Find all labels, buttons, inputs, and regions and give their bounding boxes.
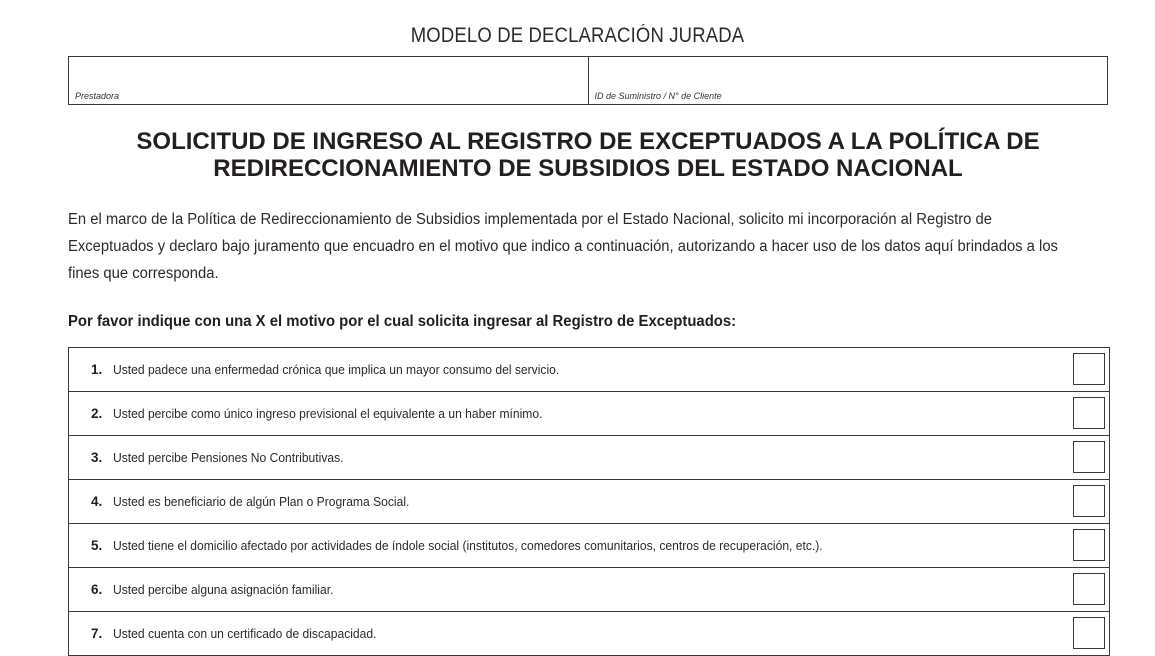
suministro-label: ID de Suministro / N° de Cliente xyxy=(594,91,722,101)
option-row xyxy=(69,612,1109,656)
option-text: Usted es beneficiario de algún Plan o Programa Social. xyxy=(113,494,410,509)
option-text: Usted cuenta con un certificado de discapacidad. xyxy=(113,626,377,641)
option-text: Usted percibe alguna asignación familiar. xyxy=(113,582,334,597)
document-title xyxy=(68,128,1108,182)
option-number: 6. xyxy=(91,582,103,597)
option-text: Usted tiene el domicilio afectado por actividades de índole social (institutos, comedores comunitarios, centros de recuperación, etc.). xyxy=(113,538,823,553)
option-checkbox[interactable] xyxy=(1073,529,1105,561)
option-checkbox[interactable] xyxy=(1073,617,1105,649)
option-number: 2. xyxy=(91,406,103,421)
option-checkbox[interactable] xyxy=(1073,397,1105,429)
option-number: 3. xyxy=(91,450,103,465)
option-number: 1. xyxy=(91,362,103,377)
option-checkbox[interactable] xyxy=(1073,441,1105,473)
option-number: 4. xyxy=(91,494,103,509)
instruction-text: Por favor indique con una X el motivo por el cual solicita ingresar al Registro de Exceptuados: xyxy=(68,313,737,330)
option-row xyxy=(69,568,1109,612)
option-row xyxy=(69,348,1109,392)
option-checkbox[interactable] xyxy=(1073,573,1105,605)
option-row xyxy=(69,524,1109,568)
title-line-1: SOLICITUD DE INGRESO AL REGISTRO DE EXCEPTUADOS A LA POLÍTICA DE xyxy=(136,128,1040,155)
prestadora-label: Prestadora xyxy=(75,91,120,101)
option-checkbox[interactable] xyxy=(1073,353,1105,385)
option-row xyxy=(69,436,1109,480)
option-text: Usted percibe Pensiones No Contributivas. xyxy=(113,450,344,465)
form-header: MODELO DE DECLARACIÓN JURADA xyxy=(410,24,745,47)
option-row xyxy=(69,392,1109,436)
prestadora-field[interactable] xyxy=(69,57,588,104)
options-table xyxy=(68,347,1110,656)
option-text: Usted padece una enfermedad crónica que implica un mayor consumo del servicio. xyxy=(113,362,560,377)
option-row xyxy=(69,480,1109,524)
intro-paragraph: En el marco de la Política de Redireccionamiento de Subsidios implementada por el Estado Nacional, solicito mi incorporación al Registro de Exceptuados y declaro bajo juramento que encuadro en el motivo que indico a continuación, autorizando a hacer uso de los datos aquí brindados a los fines que corresponda. xyxy=(68,211,1058,282)
title-line-2: REDIRECCIONAMIENTO DE SUBSIDIOS DEL ESTADO NACIONAL xyxy=(213,155,963,182)
suministro-field[interactable] xyxy=(588,57,1108,104)
option-text: Usted percibe como único ingreso previsional el equivalente a un haber mínimo. xyxy=(113,406,543,421)
option-number: 7. xyxy=(91,626,103,641)
top-fields-table xyxy=(68,56,1108,105)
option-checkbox[interactable] xyxy=(1073,485,1105,517)
option-number: 5. xyxy=(91,538,103,553)
